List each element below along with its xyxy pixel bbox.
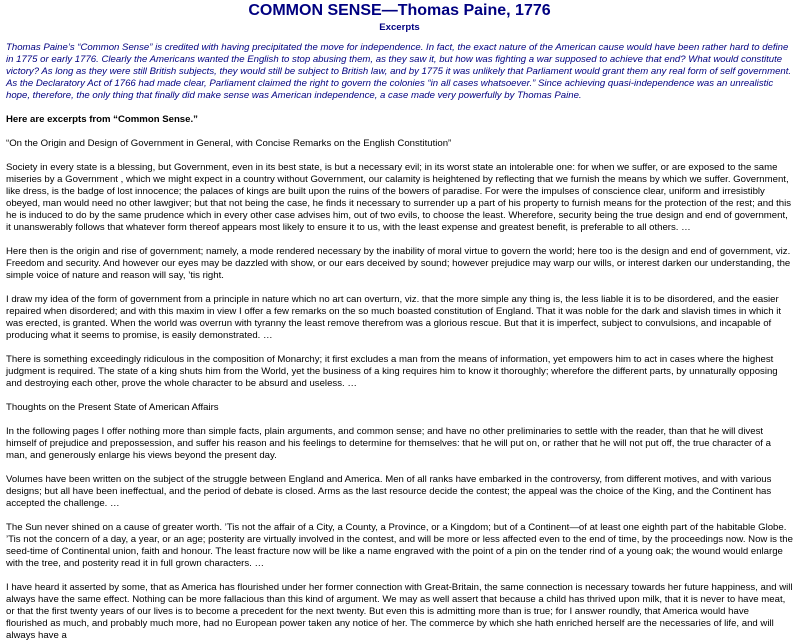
body-paragraph: Society in every state is a blessing, but Government, even in its best state, is but a necessary evil; in its worst state an intolerable one: for when we suffer, or are exposed to the same miseries by a Government , which we might expect in a country without Government, our calamity is heightened by reflecting that we furnish the means by which we suffer. Government, like dress, is the badge of lost innocence; the palaces of kings are built upon the ruins of the bowers of paradise. For were the impulses of conscience clear, uniform and irresistibly obeyed, man would need no other lawgiver; but that not being the case, he finds it necessary to surrender up a part of his property to furnish means for the protection of the rest; and this he is induced to do by the same prudence which in every other case advises him, out of two evils, to choose the least. Wherefore, security being the true design and end of government, it unanswerably follows that whatever form thereof appears most likely to ensure it to us, with the least expense and greatest benefit, is preferable to all others. … — [6, 162, 792, 233]
body-paragraph: Volumes have been written on the subject of the struggle between England and America. Men of all ranks have embarked in the controversy, from different motives, and with various designs; but all have been ineffectual, and the period of debate is closed. Arms as the last resource decide the contest; the appeal was the choice of the King, and the Continent has accepted the challenge. … — [6, 474, 772, 509]
section-heading-thoughts: Thoughts on the Present State of American Affairs — [6, 402, 219, 413]
body-paragraph: There is something exceedingly ridiculous in the composition of Monarchy; it first excludes a man from the means of information, yet empowers him to act in cases where the highest judgment is required. The state of a king shuts him from the World, yet the business of a king requires him to know it thoroughly; wherefore the different parts, by unnaturally opposing and destroying each other, prove the whole character to be absurd and useless. … — [6, 354, 778, 389]
body-paragraph: In the following pages I offer nothing more than simple facts, plain arguments, and common sense; and have no other preliminaries to settle with the reader, than that he will divest himself of prejudice and prepossession, and suffer his reason and his feelings to determine for themselves: that he will put on, or rather that he will not put off, the true character of a man, and generously enlarge his views beyond the present day. — [6, 426, 771, 461]
page-title: COMMON SENSE—Thomas Paine, 1776 — [248, 2, 551, 19]
body-paragraph: I have heard it asserted by some, that as America has flourished under her former connection with Great-Britain, the same connection is necessary towards her future happiness, and will always have the same effect. Nothing can be more fallacious than this kind of argument. We may as well assert that because a child has thrived upon milk, that it is never to have meat, or that the first twenty years of our lives is to become a precedent for the next twenty. But even this is admitting more than is true; for I answer roundly, that America would have flourished as much, and probably much more, had no European power taken any notice of her. The commerce by which she hath enriched herself are the necessaries of life, and will always have a — [6, 582, 793, 641]
body-paragraph: The Sun never shined on a cause of greater worth. ’Tis not the affair of a City, a County, a Province, or a Kingdom; but of a Continent—of at least one eighth part of the habitable Globe. ’Tis not the concern of a day, a year, or an age; posterity are virtually involved in the contest, and will be more or less affected even to the end of time, by the proceedings now. Now is the seed-time of Continental union, faith and honour. The least fracture now will be like a name engraved with the point of a pin on the tender rind of a young oak; the wound would enlarge with the tree, and posterity read it in full grown characters. … — [6, 522, 793, 569]
body-paragraph: I draw my idea of the form of government from a principle in nature which no art can overturn, viz. that the more simple any thing is, the less liable it is to be disordered, and the easier repaired when disordered; and with this maxim in view I offer a few remarks on the so much boasted constitution of England. That it was noble for the dark and slavish times in which it was erected, is granted. When the world was overrun with tyranny the least remove therefrom was a glorious rescue. But that it is imperfect, subject to convulsions, and incapable of producing what it seems to promise, is easily demonstrated. … — [6, 294, 781, 341]
body-paragraph: Here then is the origin and rise of government; namely, a mode rendered necessary by the inability of moral virtue to govern the world; here too is the design and end of government, viz. Freedom and security. And however our eyes may be dazzled with show, or our ears deceived by sound; however prejudice may warp our wills, or interest darken our understanding, the simple voice of nature and reason will say, ’tis right. — [6, 246, 791, 281]
section-heading-origin: “On the Origin and Design of Government in General, with Concise Remarks on the English Constitution” — [6, 138, 452, 149]
excerpts-heading: Here are excerpts from “Common Sense.” — [6, 114, 198, 125]
page-subtitle: Excerpts — [379, 22, 420, 33]
intro-paragraph: Thomas Paine’s “Common Sense” is credited with having precipitated the move for independence. In fact, the exact nature of the American cause would have been rather hard to define in 1775 or early 1776. Clearly the Americans wanted the English to stop abusing them, as they saw it, but how was fighting a war supposed to achieve that end? What would constitute victory? As long as they were still British subjects, they would still be subject to British law, and by 1775 it was unlikely that Parliament would grant them any real form of self government. As the Declaratory Act of 1766 had made clear, Parliament claimed the right to govern the colonies “in all cases whatsoever.” Since achieving quasi-independence was an unrealistic hope, therefore, the only thing that finally did make sense was American independence, a case made very powerfully by Thomas Paine. — [6, 42, 792, 101]
